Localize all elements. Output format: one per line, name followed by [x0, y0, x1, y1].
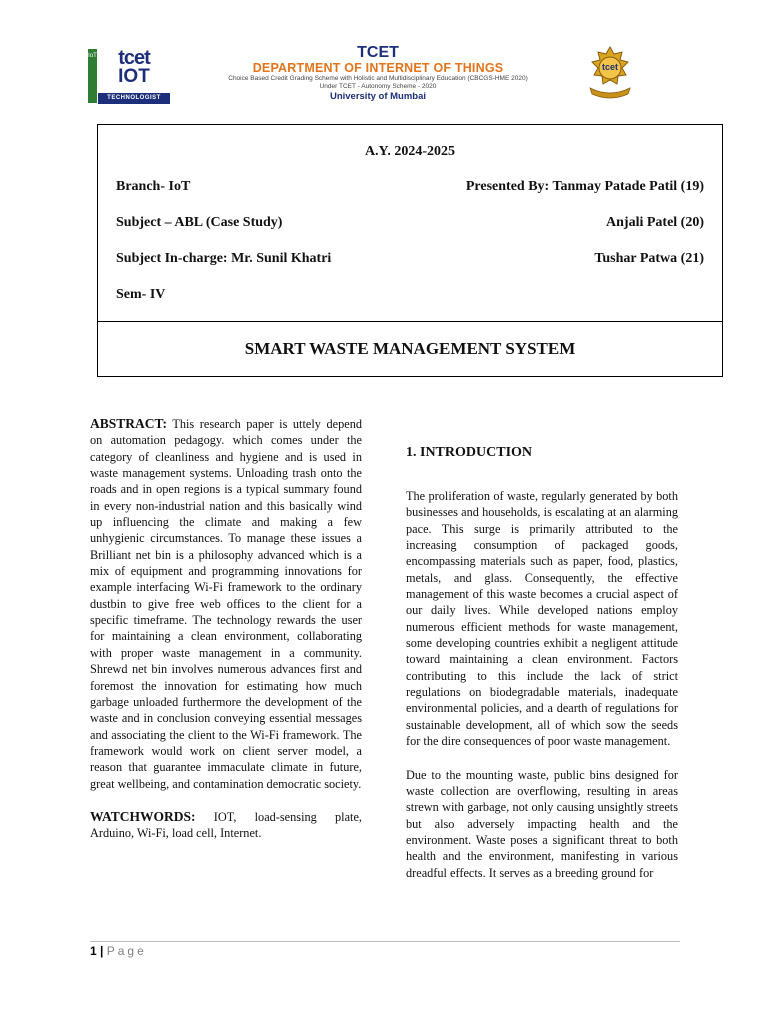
watchwords-paragraph: [90, 809, 362, 842]
abstract-text: This research paper is uttely depend on automation pedagogy. which comes under the category of cleanliness and hygiene and is used in waste management systems. Unloading trash onto the roads and in open regions is a typical summary found in every non-industrial nation and this basically wind up influencing the climate and making a few unhygienic circumstances. To manage these issues a Brilliant net bin is a philosophy advanced which is a mix of equipment and programming innovations for example interfacing Wi-Fi framework to the ordinary dustbin to give free web offices to the client for a specific timeframe. The technology rewards the user for maintaining a clean environment, collaborating with proper waste management in a community. Shrewd net bin involves numerous advances first and foremost the innovation for estimating how much garbage unloaded furthermore the development of the waste and in conclusion conveying essential messages and associating the client to the Wi-Fi framework. The framework would work on client server model, a reason that guarantee immaculate climate in future, great wellbeing, and contamination democratic society.: [90, 417, 362, 791]
cover-info-box: [97, 124, 723, 377]
subject-incharge: Subject In-charge: Mr. Sunil Khatri: [116, 251, 332, 266]
logo-strip: IoT: [88, 49, 97, 103]
department-name: DEPARTMENT OF INTERNET OF THINGS: [252, 61, 504, 75]
introduction-heading: 1. INTRODUCTION: [406, 445, 533, 460]
footer-rule: [90, 941, 680, 942]
subject: Subject – ABL (Case Study): [116, 215, 283, 230]
university-name: University of Mumbai: [329, 91, 427, 102]
logo-text-iot: IOT: [118, 66, 150, 87]
page-footer: [90, 944, 147, 958]
academic-year: A.Y. 2024-2025: [364, 144, 456, 159]
scheme-line-2: Under TCET - Autonomy Scheme - 2020: [319, 83, 437, 90]
introduction-paragraph-2: Due to the mounting waste, public bins designed for waste collection are overflowing, resulting in areas strewn with garbage, not only causing unsightly streets but also adversely impacting health and the environment. Waste poses a significant threat to both health and the environment, manifesting in various dreadful effects. It serves as a breeding ground for: [406, 767, 678, 880]
member-2: Anjali Patel (20): [606, 215, 704, 230]
spacer: [406, 750, 678, 767]
introduction-paragraph-1: The proliferation of waste, regularly generated by both businesses and households, is escalating at an alarming pace. This surge is primarily attributed to the increasing consumption of packaged goods, encompassing materials such as paper, food, plastics, metals, and glass. Consequently, the effective management of this waste becomes a crucial aspect of our daily lives. While developed nations employ numerous efficient methods for waste management, some developing countries exhibit a negligent attitude toward maintaining a clean environment. Factors contributing to this include the lack of strict regulations on biodegradable materials, inadequate environmental policies, and a dearth of regulations for sustainable development, all of which sow the seeds for the dire consequences of poor waste management.: [406, 489, 678, 749]
watchwords-label: WATCHWORDS:: [90, 808, 196, 824]
branch: Branch- IoT: [116, 179, 191, 194]
paper-title: SMART WASTE MANAGEMENT SYSTEM: [244, 339, 576, 358]
member-3: Tushar Patwa (21): [594, 251, 704, 266]
logo-text-tcet: tcet: [118, 47, 150, 69]
presented-by: Presented By: Tanmay Patade Patil (19): [465, 179, 704, 194]
left-column: [90, 416, 362, 842]
footer-separator: |: [100, 944, 104, 958]
scheme-line-1: Choice Based Credit Grading Scheme with Holistic and Multidisciplinary Education (CBCGS-HME 2020): [228, 75, 528, 82]
page-number: 1: [90, 944, 97, 958]
emblem-text: tcet: [601, 62, 618, 72]
letterhead: [88, 44, 634, 106]
org-name: TCET: [357, 44, 399, 61]
tcet-emblem-icon: [584, 44, 636, 104]
abstract-label: ABSTRACT:: [90, 416, 168, 431]
semester: Sem- IV: [116, 287, 166, 302]
spacer: [90, 792, 362, 809]
tcet-iot-logo: [88, 49, 168, 103]
letterhead-center: [180, 44, 576, 103]
watchwords-text: IOT, load-sensing plate, Arduino, Wi-Fi, load cell, Internet.: [90, 809, 362, 841]
right-column: [406, 444, 678, 881]
logo-text-technologist: TECHNOLOGIST: [98, 93, 170, 104]
box-divider: [98, 321, 722, 322]
abstract-paragraph: [90, 416, 362, 792]
page-label: Page: [106, 944, 147, 958]
